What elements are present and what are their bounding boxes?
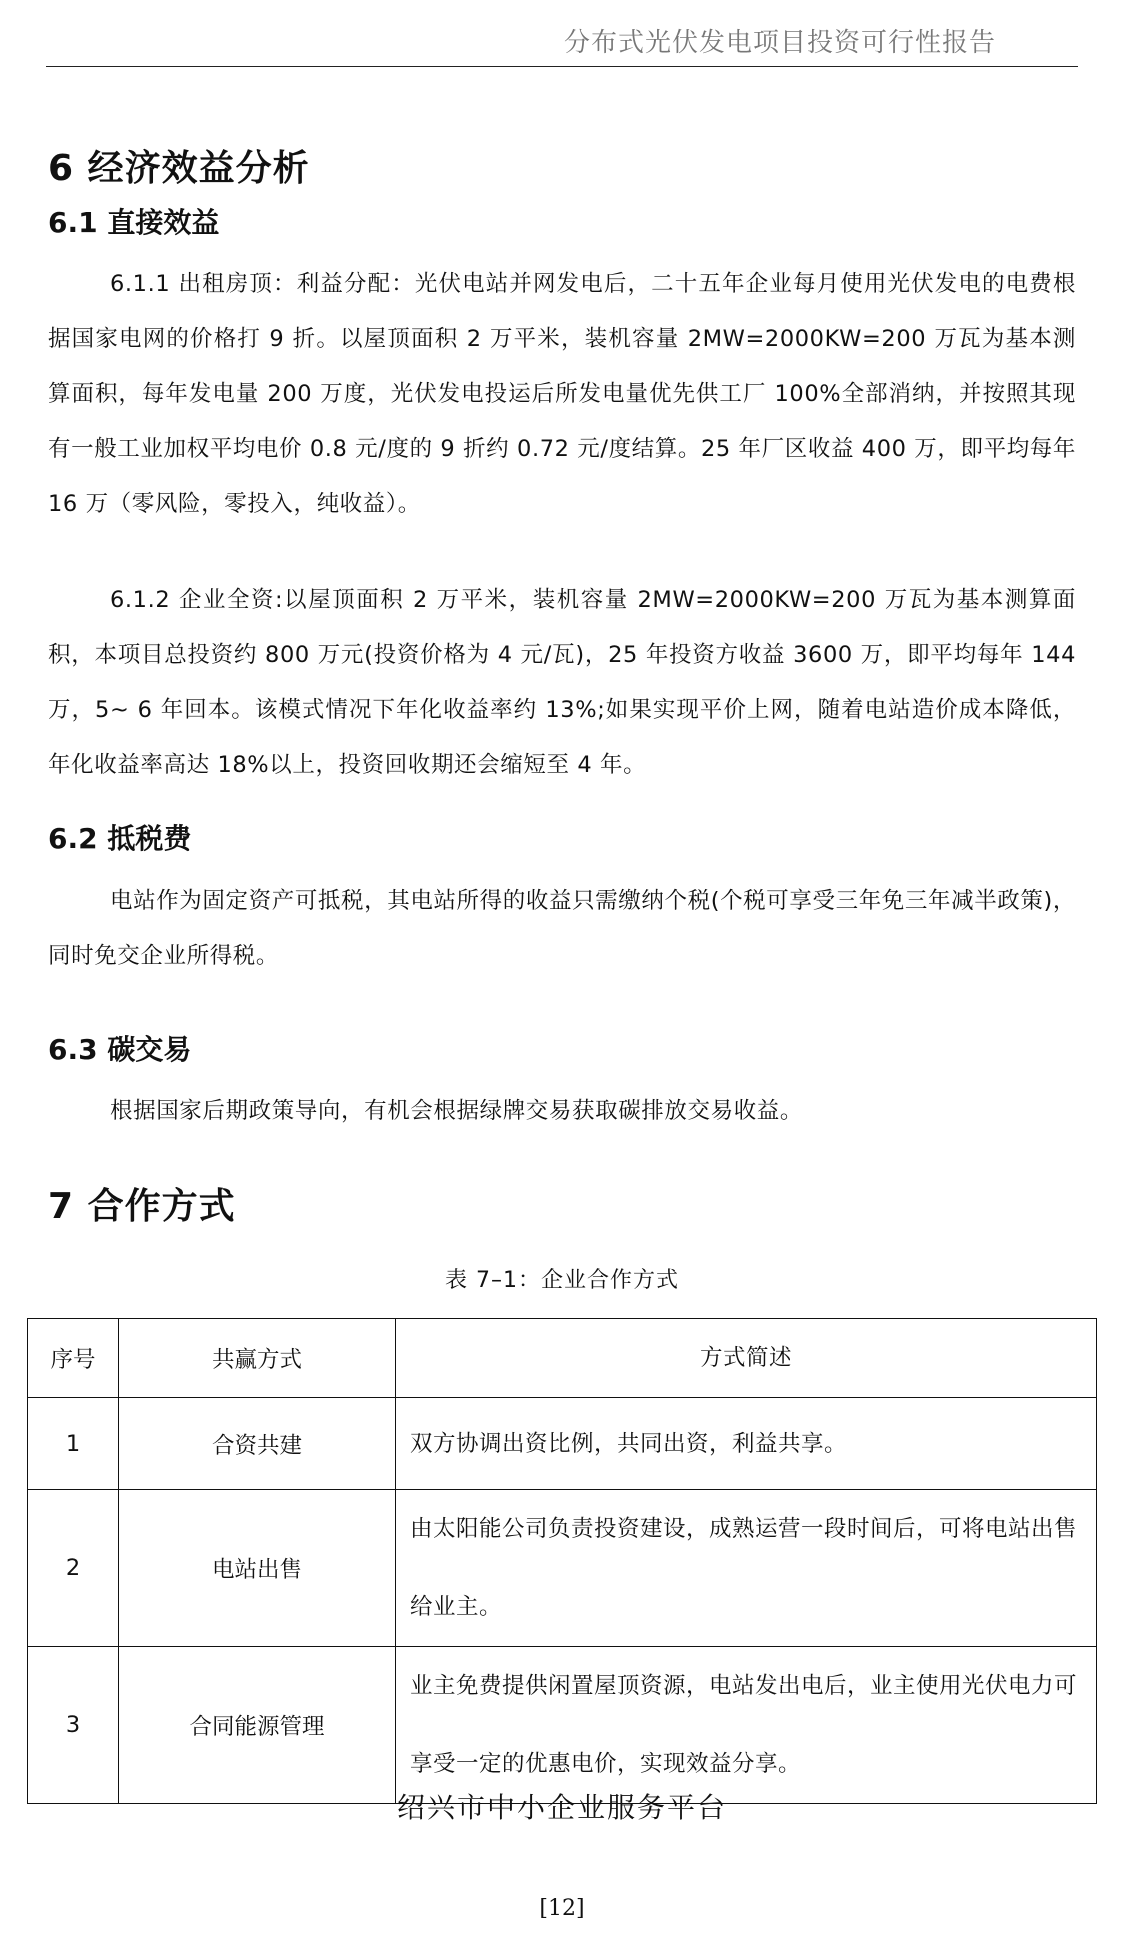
- section-6-1-heading: 6.1 直接效益: [48, 206, 220, 239]
- row-index: 3: [28, 1647, 119, 1804]
- row-mode: 电站出售: [119, 1490, 396, 1647]
- paragraph-6-3: 根据国家后期政策导向，有机会根据绿牌交易获取碳排放交易收益。: [110, 1098, 804, 1124]
- header-cell-index: 序号: [28, 1319, 119, 1398]
- page-number: [12]: [539, 1896, 585, 1921]
- section-6-3-heading: 6.3 碳交易: [48, 1033, 192, 1066]
- row-description: 业主免费提供闲置屋顶资源，电站发出电后，业主使用光伏电力可享受一定的优惠电价，实现效益分享。: [396, 1647, 1097, 1804]
- row-index: 2: [28, 1490, 119, 1647]
- section-7-heading: 7 合作方式: [48, 1186, 236, 1227]
- cooperation-table: [27, 1318, 1097, 1804]
- header-cell-mode: 共赢方式: [119, 1319, 396, 1398]
- paragraph-6-1-2: 6.1.2 企业全资:以屋顶面积 2 万平米，装机容量 2MW=2000KW=200 万瓦为基本测算面积，本项目总投资约 800 万元(投资价格为 4 元/瓦)，25 年投资方收益 3600 万，即平均每年 144 万，5~ 6 年回本。该模式情况下年化收益率约 13%;如果实现平价上网，随着电站造价成本降低，年化收益率高达 18%以上，投资回收期还会缩短至 4 年。: [48, 587, 1076, 778]
- section-6-heading: 6 经济效益分析: [48, 148, 310, 189]
- table-row: [28, 1398, 1097, 1490]
- row-description: 双方协调出资比例，共同出资，利益共享。: [396, 1398, 1097, 1490]
- table-header-row: [28, 1319, 1097, 1398]
- footer-organization: 绍兴市中小企业服务平台: [396, 1791, 727, 1824]
- section-6-2-heading: 6.2 抵税费: [48, 822, 192, 855]
- row-mode: 合资共建: [119, 1398, 396, 1490]
- running-header-title: 分布式光伏发电项目投资可行性报告: [563, 28, 996, 58]
- table-caption: 表 7–1：企业合作方式: [445, 1268, 679, 1293]
- header-cell-description: 方式简述: [396, 1319, 1097, 1398]
- paragraph-6-2: 电站作为固定资产可抵税，其电站所得的收益只需缴纳个税(个税可享受三年免三年减半政策)， 同时免交企业所得税。: [48, 888, 1076, 969]
- row-index: 1: [28, 1398, 119, 1490]
- table-row: [28, 1647, 1097, 1804]
- paragraph-6-1-1: 6.1.1 出租房顶：利益分配：光伏电站并网发电后，二十五年企业每月使用光伏发电的电费根据国家电网的价格打 9 折。以屋顶面积 2 万平米，装机容量 2MW=2000KW=200 万瓦为基本测算面积，每年发电量 200 万度，光伏发电投运后所发电量优先供工厂 100%全部消纳，并按照其现有一般工业加权平均电价 0.8 元/度的 9 折约 0.72 元/度结算。25 年厂区收益 400 万，即平均每年 16 万（零风险，零投入，纯收益）。: [48, 271, 1077, 517]
- row-description: 由太阳能公司负责投资建设，成熟运营一段时间后，可将电站出售给业主。: [396, 1490, 1097, 1647]
- row-mode: 合同能源管理: [119, 1647, 396, 1804]
- header-divider: [46, 66, 1078, 67]
- table-row: [28, 1490, 1097, 1647]
